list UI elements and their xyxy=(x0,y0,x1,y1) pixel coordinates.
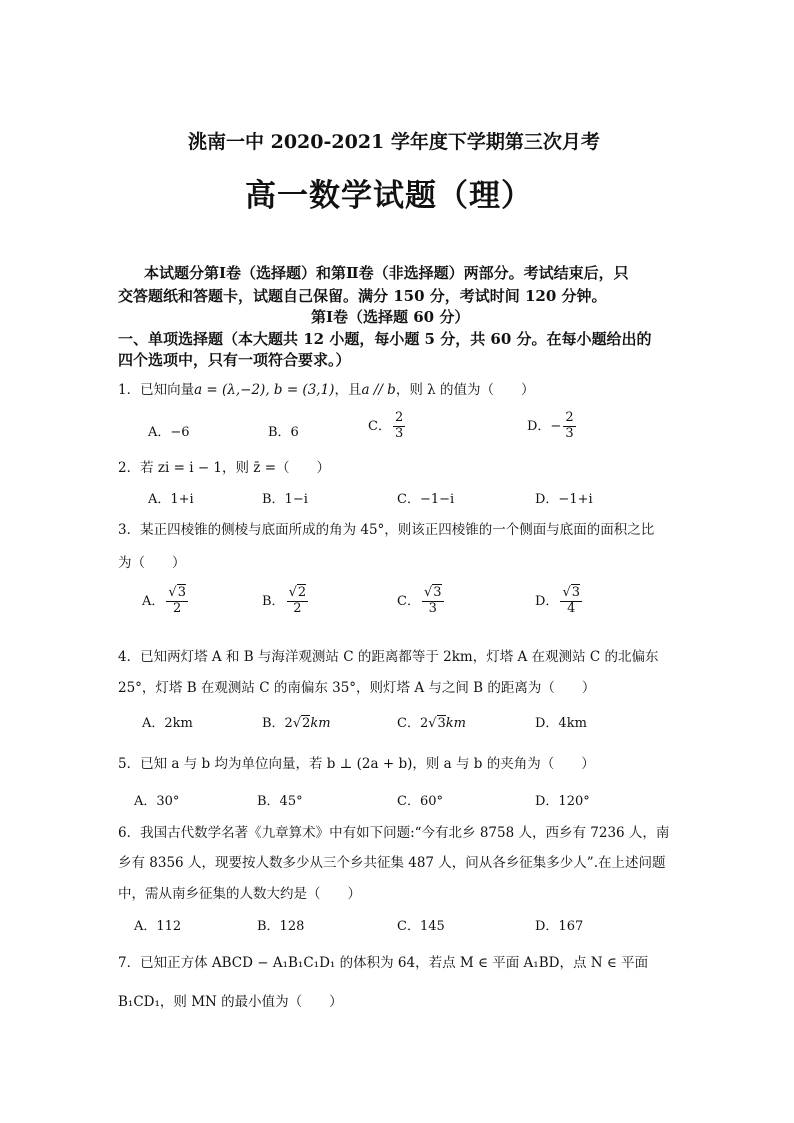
q3-c-den: 3 xyxy=(428,600,437,616)
q3-b-num: √2 xyxy=(288,585,307,600)
q1-d-den: 3 xyxy=(565,425,574,441)
q3-c-rad: 3 xyxy=(433,585,442,600)
q4-b-pre: B．2 xyxy=(262,716,293,731)
q1-d-fraction xyxy=(563,411,575,442)
q4-c-pre: C．2 xyxy=(397,716,429,731)
q4-option-a: A．2km xyxy=(142,716,193,731)
q5-option-b: B．45° xyxy=(257,794,303,809)
q3-a-rad: 3 xyxy=(177,585,186,600)
intro-line-2: 交答题纸和答题卡，试题自己保留。满分 150 分，考试时间 120 分钟。 xyxy=(118,287,607,305)
q1-vector-expr: a = (λ,−2), b = (3,1) xyxy=(194,382,335,398)
q3-b-fraction xyxy=(287,586,309,617)
q3-b-rad: 2 xyxy=(297,585,307,600)
q2-option-d: D．−1+i xyxy=(535,492,593,507)
q1-mid: ，且 xyxy=(334,382,362,398)
q2-option-a: A．1+i xyxy=(148,492,194,507)
part-1-heading: 第Ⅰ卷（选择题 60 分） xyxy=(311,308,470,326)
q3-option-a xyxy=(142,586,190,617)
q3-option-b xyxy=(262,586,310,617)
question-3-line-1: 3．某正四棱锥的侧棱与底面所成的角为 45°，则该正四棱锥的一个侧面与底面的面积之比 xyxy=(118,522,655,538)
q1-c-num: 2 xyxy=(394,410,404,425)
exam-title: 高一数学试题（理） xyxy=(245,178,533,214)
q3-a-num: √3 xyxy=(168,585,186,600)
question-4-line-1: 4．已知两灯塔 A 和 B 与海洋观测站 C 的距离都等于 2km，灯塔 A 在观测站 C 的北偏东 xyxy=(118,649,659,665)
q4-c-post: km xyxy=(445,716,467,731)
question-4-line-2: 25°，灯塔 B 在观测站 C 的南偏东 35°，则灯塔 A 与之间 B 的距离为（ ） xyxy=(118,680,596,696)
q5-option-a: A．30° xyxy=(134,794,180,809)
question-6-line-2: 乡有 8356 人，现要按人数多少从三个乡共征集 487 人，问从各乡征集多少人”.在上述问题 xyxy=(118,855,666,871)
q4-option-c: C．2√3km xyxy=(397,716,467,731)
q3-option-d xyxy=(535,586,584,617)
q6-option-b: B．128 xyxy=(257,919,305,934)
question-1-stem xyxy=(118,378,534,398)
q1-option-b: B．6 xyxy=(268,425,299,440)
q1-parallel: a // b xyxy=(361,382,396,398)
q3-a-label: A． xyxy=(142,593,165,609)
q3-a-fraction xyxy=(166,586,188,617)
q1-lead: 1．已知向量 xyxy=(118,382,195,398)
q1-option-a: A．−6 xyxy=(148,425,190,440)
q5-option-c: C．60° xyxy=(397,794,443,809)
intro-line-1: 本试题分第Ⅰ卷（选择题）和第Ⅱ卷（非选择题）两部分。考试结束后，只 xyxy=(144,264,629,282)
q3-b-label: B． xyxy=(262,593,285,609)
q1-d-label: D．− xyxy=(527,418,562,434)
q6-option-c: C．145 xyxy=(397,919,445,934)
q3-d-rad: 3 xyxy=(571,585,581,600)
q4-c-rad: 3 xyxy=(437,716,446,731)
question-7-line-2: B₁CD₁，则 MN 的最小值为（ ） xyxy=(118,994,343,1010)
question-6-line-3: 中，需从南乡征集的人数大约是（ ） xyxy=(118,886,361,902)
q1-option-d xyxy=(527,411,578,442)
q3-b-den: 2 xyxy=(293,600,302,616)
q1-option-c xyxy=(368,411,407,442)
exam-header: 洮南一中 2020-2021 学年度下学期第三次月考 xyxy=(188,131,600,153)
section-1-heading-line-2: 四个选项中，只有一项符合要求。） xyxy=(118,351,351,369)
q6-option-d: D．167 xyxy=(535,919,584,934)
section-1-heading-line-1: 一、单项选择题（本大题共 12 小题，每小题 5 分，共 60 分。在每小题给出的 xyxy=(118,330,652,348)
q2-option-b: B．1−i xyxy=(262,492,308,507)
q3-d-den: 4 xyxy=(567,600,576,616)
q3-c-num: √3 xyxy=(423,585,442,600)
q3-a-den: 2 xyxy=(173,600,182,616)
q3-d-fraction xyxy=(560,586,582,617)
q1-c-den: 3 xyxy=(394,425,404,441)
q1-c-label: C． xyxy=(368,418,391,434)
question-3-line-2: 为（ ） xyxy=(118,555,186,571)
q4-b-rad: 2 xyxy=(302,716,311,731)
q4-option-b: B．2√2km xyxy=(262,716,331,731)
question-7-line-1: 7．已知正方体 ABCD − A₁B₁C₁D₁ 的体积为 64，若点 M ∈ 平面 A₁BD，点 N ∈ 平面 xyxy=(118,955,649,971)
q3-option-c xyxy=(397,586,446,617)
q3-d-label: D． xyxy=(535,593,559,609)
q6-option-a: A．112 xyxy=(134,919,182,934)
question-5-stem: 5．已知 a 与 b 均为单位向量，若 b ⊥ (2a + b)，则 a 与 b 的夹角为（ ） xyxy=(118,756,595,772)
q2-option-c: C．−1−i xyxy=(397,492,455,507)
q3-c-fraction xyxy=(422,586,444,617)
question-2-stem: 2．若 zi = i − 1，则 z̄ =（ ） xyxy=(118,460,331,476)
question-6-line-1: 6．我国古代数学名著《九章算术》中有如下问题:“今有北乡 8758 人，西乡有 7236 人，南 xyxy=(118,825,670,841)
q1-tail: ，则 λ 的值为（ ） xyxy=(395,382,535,398)
q3-d-num: √3 xyxy=(562,585,581,600)
q3-c-label: C． xyxy=(397,593,420,609)
q1-c-fraction xyxy=(393,411,405,442)
q1-d-num: 2 xyxy=(565,410,574,425)
q4-option-d: D．4km xyxy=(535,716,587,731)
q5-option-d: D．120° xyxy=(535,794,590,809)
q4-b-post: km xyxy=(310,716,331,731)
